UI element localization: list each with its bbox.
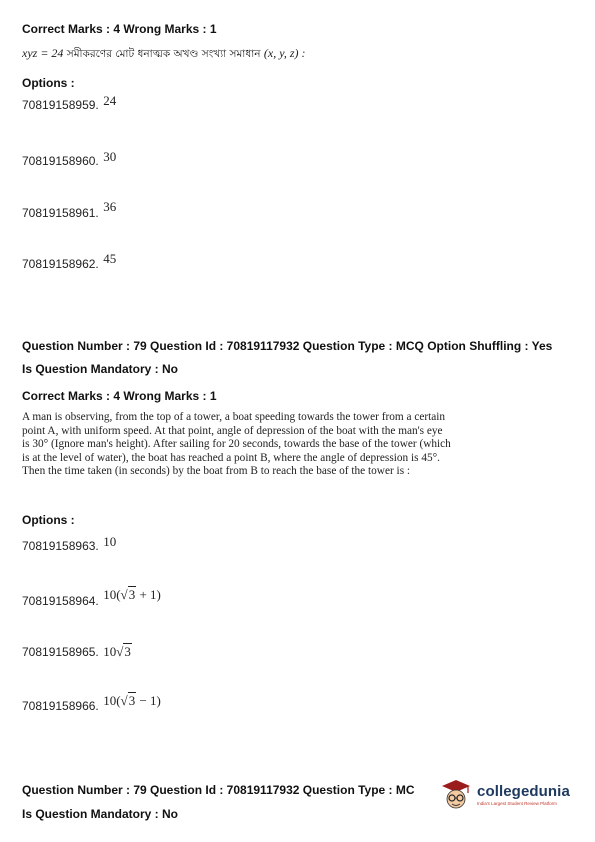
option-value bbox=[103, 643, 132, 659]
option-id: 70819158961. bbox=[22, 206, 99, 220]
math-post: − 1) bbox=[136, 693, 161, 708]
math-pre: 10( bbox=[103, 587, 121, 602]
collegedunia-watermark bbox=[438, 773, 588, 815]
option-id: 70819158964. bbox=[22, 594, 99, 608]
q79-header: Question Number : 79 Question Id : 70819117932 Question Type : MCQ Option Shuffling : Yes bbox=[22, 339, 553, 353]
brand-name: collegedunia bbox=[477, 782, 570, 800]
option-value: 45 bbox=[103, 251, 117, 266]
q78-option bbox=[22, 93, 117, 114]
brand-tagline: India's Largest Student Review Platform bbox=[477, 800, 557, 806]
graduate-mascot-icon bbox=[438, 777, 474, 811]
q78-options-label: Options : bbox=[22, 76, 75, 90]
option-id: 70819158962. bbox=[22, 257, 99, 271]
option-value bbox=[103, 534, 116, 549]
q79-repeat-mandatory: Is Question Mandatory : No bbox=[22, 807, 179, 821]
math-pre: 10( bbox=[103, 693, 121, 708]
option-value bbox=[103, 587, 161, 602]
math-pre: 10 bbox=[103, 534, 117, 549]
q78-stem bbox=[22, 46, 306, 64]
option-id: 70819158965. bbox=[22, 645, 99, 659]
q79-options-label: Options : bbox=[22, 513, 75, 527]
q79-option bbox=[22, 643, 132, 661]
math-radicand: 3 bbox=[128, 587, 136, 602]
math-post: + 1) bbox=[136, 587, 161, 602]
watermark-text bbox=[477, 783, 570, 806]
q78-option bbox=[22, 199, 117, 222]
sqrt-sign-icon: √ bbox=[120, 693, 128, 708]
math-radicand: 3 bbox=[128, 693, 136, 708]
option-value bbox=[103, 693, 161, 708]
q78-stem-vars: (x, y, z) : bbox=[263, 46, 306, 60]
q78-marks: Correct Marks : 4 Wrong Marks : 1 bbox=[22, 22, 217, 36]
math-radicand: 3 bbox=[124, 644, 131, 659]
q79-option bbox=[22, 534, 117, 555]
option-id: 70819158960. bbox=[22, 154, 99, 168]
option-value: 30 bbox=[103, 149, 117, 164]
q78-option bbox=[22, 251, 117, 273]
q78-stem-expr: xyz = 24 bbox=[22, 46, 64, 60]
option-id: 70819158959. bbox=[22, 98, 99, 112]
math-pre: 10 bbox=[103, 644, 117, 659]
sqrt-sign-icon: √ bbox=[116, 644, 124, 659]
q79-option bbox=[22, 693, 161, 715]
q79-mandatory: Is Question Mandatory : No bbox=[22, 362, 179, 376]
q78-stem-bengali: সমীকরণের মোট ধনাত্মক অখণ্ড সংখ্যা সমাধান bbox=[66, 48, 261, 60]
q79-question-text: A man is observing, from the top of a tower, a boat speeding towards the tower from a certain point A, with uniform speed. At that point, angle of depression of the boat with the man's eye is 30° (Ignore man's height). After sailing for 20 seconds, towards the base of the tower (which is at the level of water), the boat has reached a point B, where the angle of depression is 45°. Then the time taken (in seconds) by the boat from B to reach the base of the tower is : bbox=[22, 411, 451, 478]
q79-option bbox=[22, 587, 161, 610]
q79-repeat-header: Question Number : 79 Question Id : 70819117932 Question Type : MC bbox=[22, 783, 415, 797]
q78-option bbox=[22, 149, 117, 170]
option-id: 70819158966. bbox=[22, 699, 99, 713]
option-value: 36 bbox=[103, 199, 117, 214]
sqrt-sign-icon: √ bbox=[120, 587, 128, 602]
option-id: 70819158963. bbox=[22, 539, 99, 553]
q79-marks: Correct Marks : 4 Wrong Marks : 1 bbox=[22, 389, 217, 403]
option-value: 24 bbox=[103, 93, 117, 108]
